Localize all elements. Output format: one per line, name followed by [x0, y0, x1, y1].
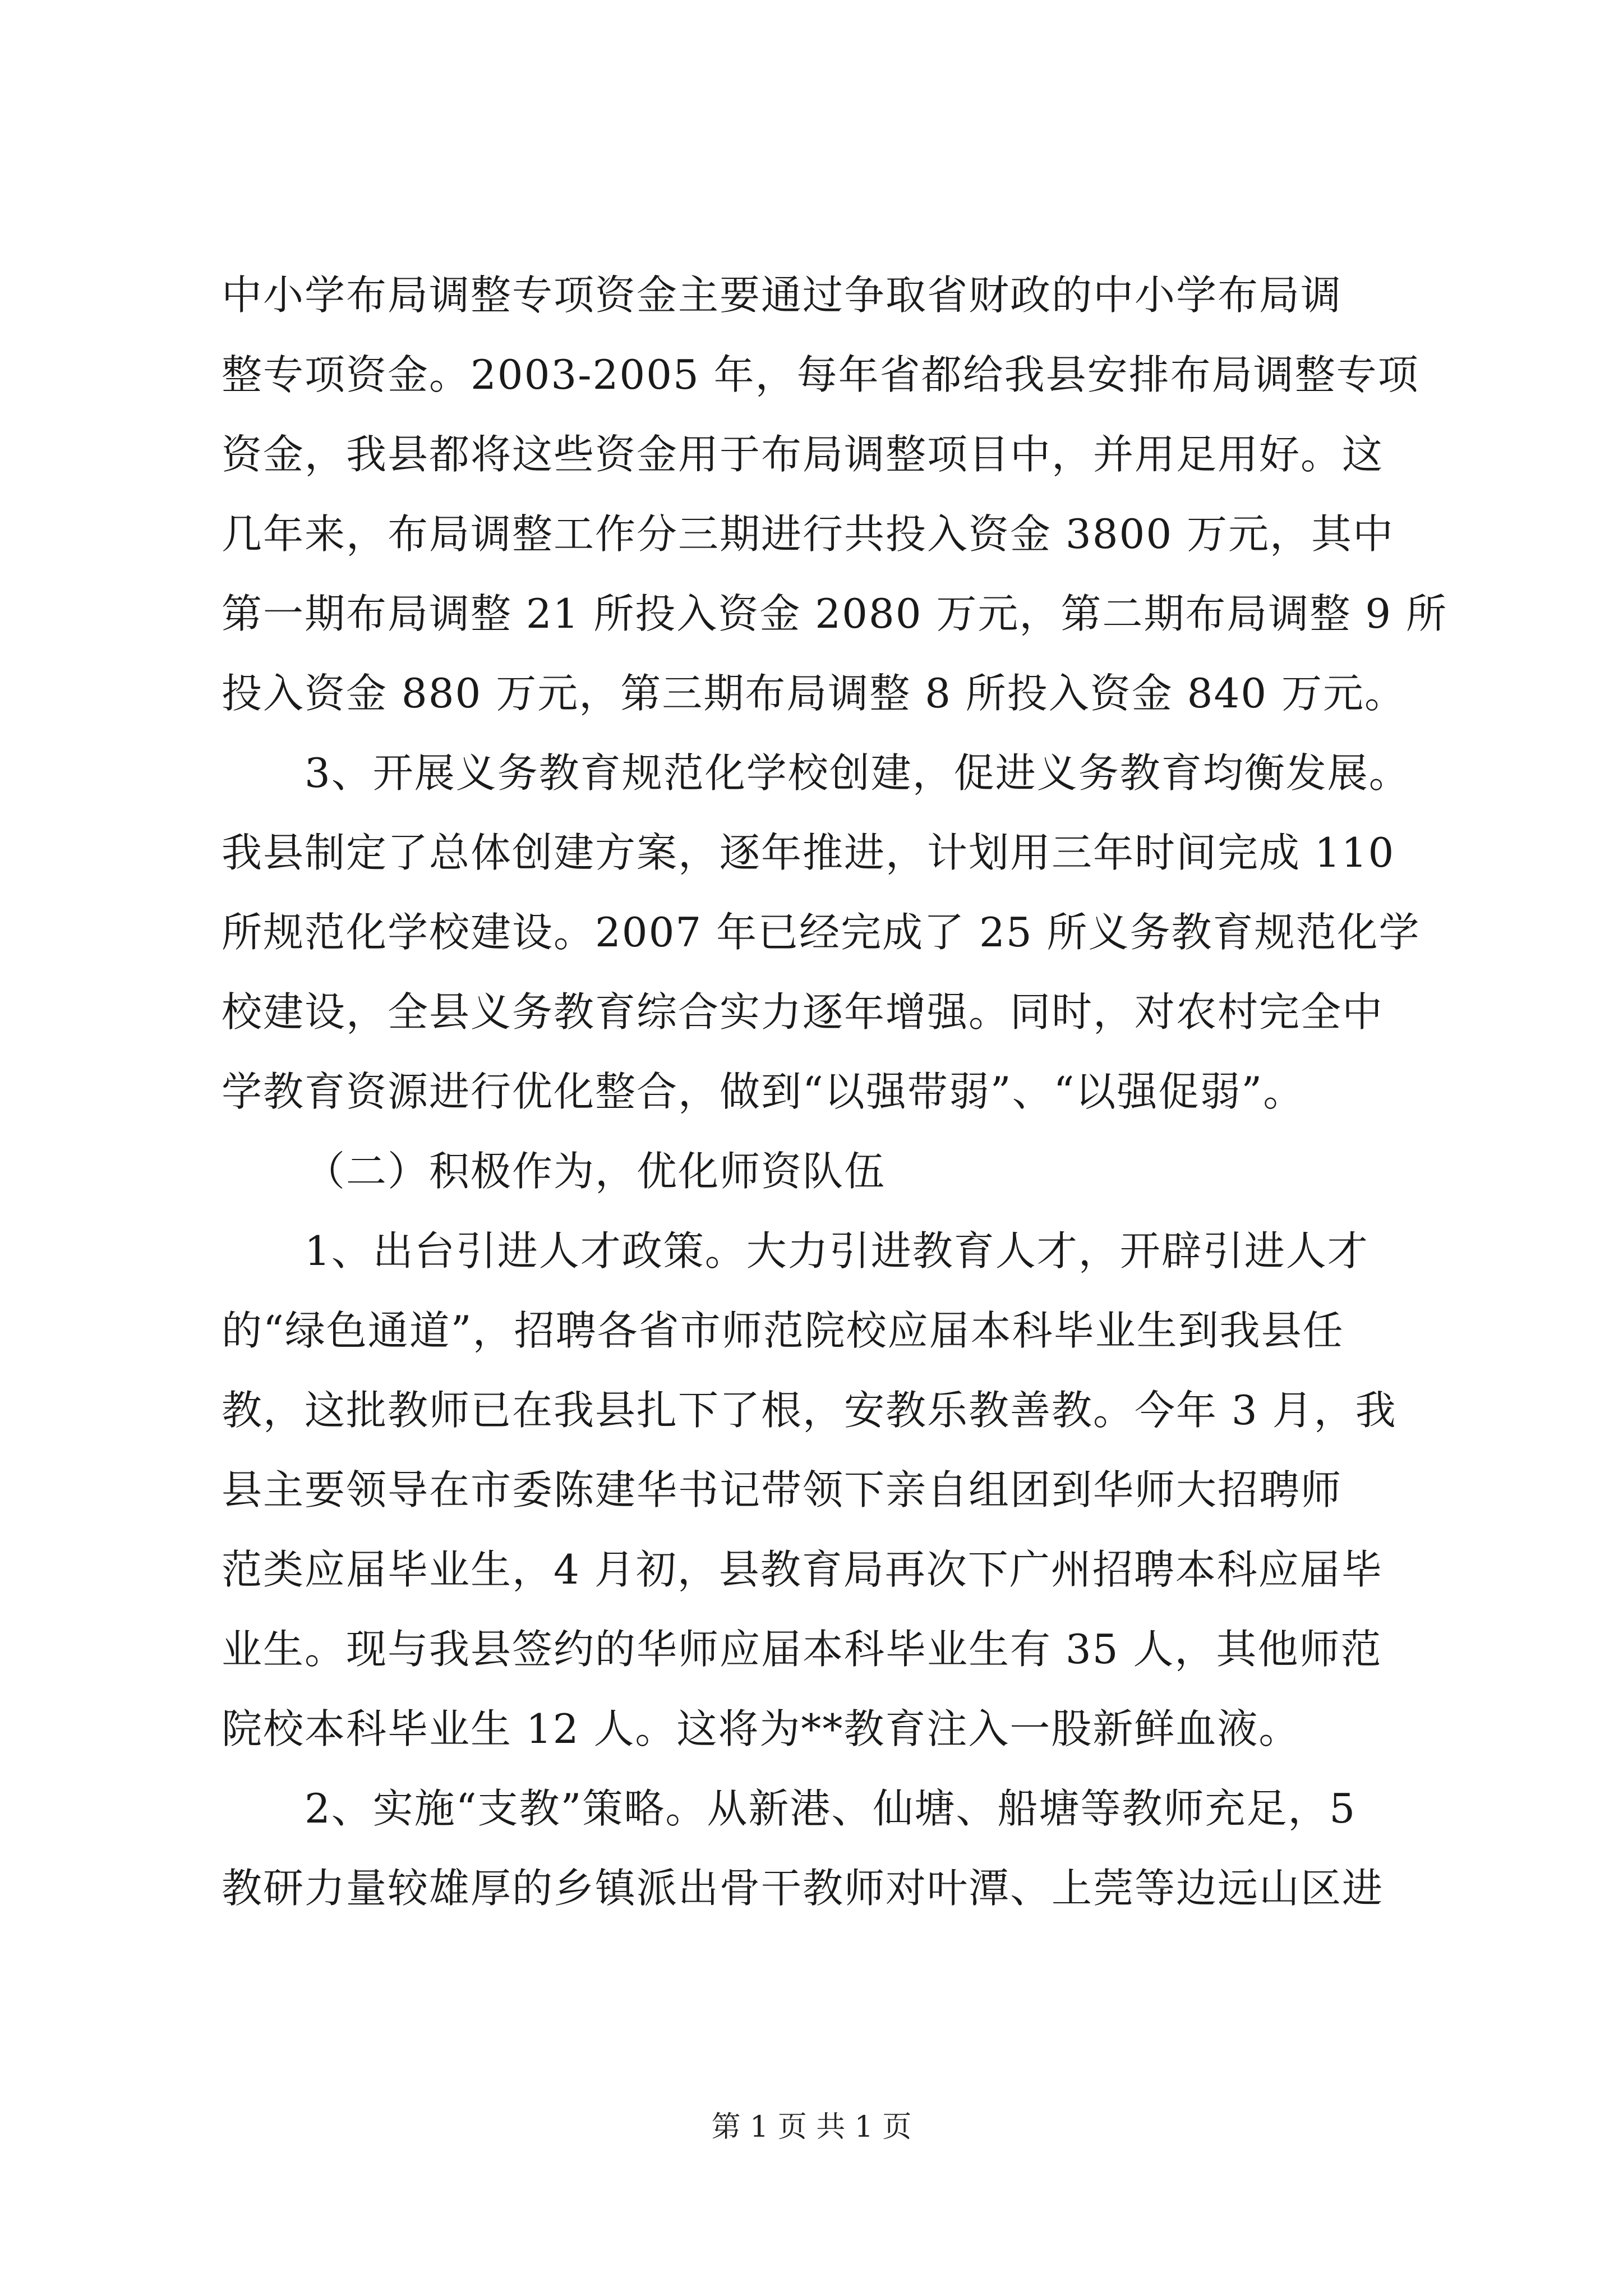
text-line-5: 第一期布局调整 21 所投入资金 2080 万元，第二期布局调整 9 所 — [222, 590, 1447, 637]
text-line-16: 县主要领导在市委陈建华书记带领下亲自组团到华师大招聘师 — [222, 1466, 1343, 1513]
text-line-4: 几年来，布局调整工作分三期进行共投入资金 3800 万元，其中 — [222, 510, 1395, 558]
document-body — [222, 255, 1447, 1928]
text-line-17: 范类应届毕业生，4 月初，县教育局再次下广州招聘本科应届毕 — [222, 1546, 1383, 1593]
text-line-14: 的“绿色通道”，招聘各省市师范院校应届本科毕业生到我县任 — [222, 1307, 1344, 1354]
paragraph-2-first-line: 2、实施“支教”策略。从新港、仙塘、船塘等教师充足，5 — [305, 1785, 1357, 1832]
text-line-18: 业生。现与我县签约的华师应届本科毕业生有 35 人，其他师范 — [222, 1626, 1382, 1673]
paragraph-1-first-line: 1、出台引进人才政策。大力引进教育人才，开辟引进人才 — [305, 1227, 1369, 1274]
section-heading: （二）积极作为，优化师资队伍 — [305, 1148, 886, 1195]
text-line-10: 校建设，全县义务教育综合实力逐年增强。同时，对农村完全中 — [222, 988, 1384, 1036]
text-line-15: 教，这批教师已在我县扎下了根，安教乐教善教。今年 3 月，我 — [222, 1387, 1397, 1434]
text-line-9: 所规范化学校建设。2007 年已经完成了 25 所义务教育规范化学 — [222, 909, 1421, 956]
text-line-2: 整专项资金。2003-2005 年，每年省都给我县安排布局调整专项 — [222, 351, 1419, 398]
text-line-8: 我县制定了总体创建方案，逐年推进，计划用三年时间完成 110 — [222, 829, 1395, 876]
paragraph-3-first-line: 3、开展义务教育规范化学校创建，促进义务教育均衡发展。 — [305, 749, 1410, 797]
text-line-19: 院校本科毕业生 12 人。这将为**教育注入一股新鲜血液。 — [222, 1705, 1301, 1752]
text-line-3: 资金，我县都将这些资金用于布局调整项目中，并用足用好。这 — [222, 431, 1384, 478]
text-line-11: 学教育资源进行优化整合，做到“以强带弱”、“以强促弱”。 — [222, 1068, 1305, 1115]
page-footer: 第 1 页 共 1 页 — [711, 2110, 912, 2144]
text-line-21: 教研力量较雄厚的乡镇派出骨干教师对叶潭、上莞等边远山区进 — [222, 1865, 1384, 1912]
text-line-1: 中小学布局调整专项资金主要通过争取省财政的中小学布局调 — [222, 272, 1343, 319]
text-line-6: 投入资金 880 万元，第三期布局调整 8 所投入资金 840 万元。 — [222, 670, 1406, 717]
